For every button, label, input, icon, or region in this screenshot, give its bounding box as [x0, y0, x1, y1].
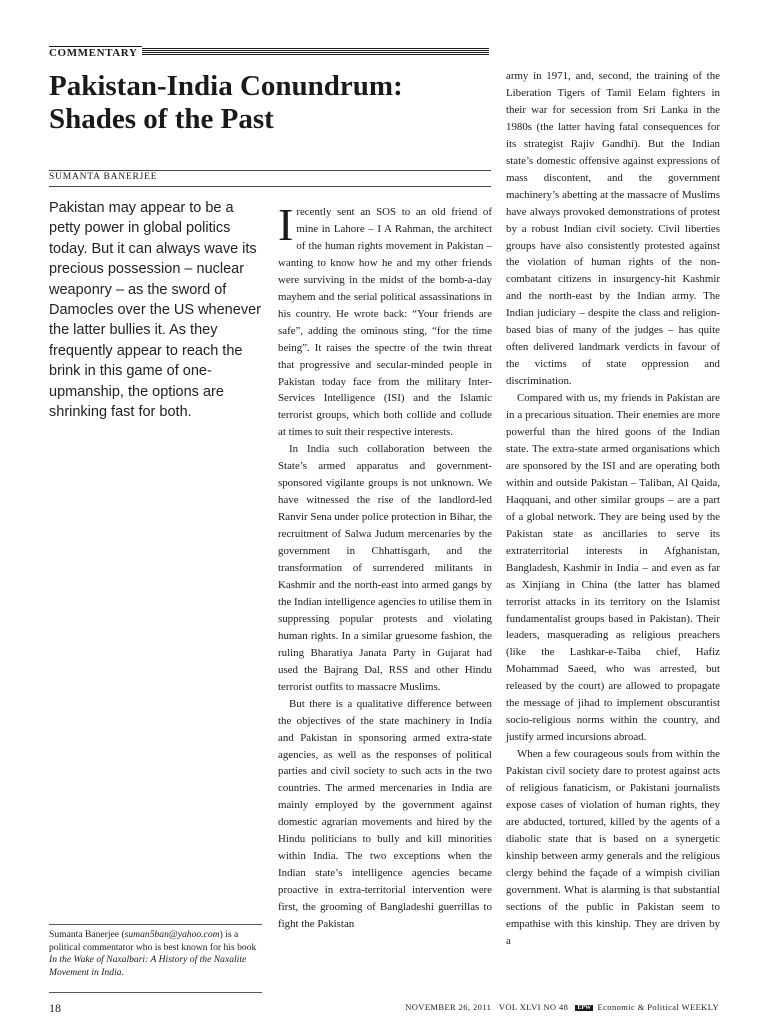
author-email: suman5ban@yahoo.com [124, 929, 220, 940]
bio-suffix: . [121, 966, 124, 978]
journal-info [405, 1002, 719, 1012]
section-label-text: COMMENTARY [49, 46, 142, 59]
pull-quote: Pakistan may appear to be a petty power in global politics today. But it can always wave its precious possession – nuclear weaponry – as the sword of Damocles over the US whenever the latter bullies it. As they frequently appear to reach the brink in this game of one-upmanship, the options are shrinking fast for both. [49, 200, 261, 421]
paragraph: When a few courageous souls from within the Pakistan civil society dare to protest against acts of religious fanaticism, or Pakistani journalists expose cases of violation of human rights, they are abducted, tortured, killed by the agents of a diabolic state that is based on a synergetic kinship between army generals and the religious clergy behind the façade of a wimpish civilian government. What is alarming is that substantial sections of the public in Pakistan seem to empathise with this kinship. They are driven by a [506, 748, 720, 947]
body-column-2 [278, 199, 492, 933]
bio-bottom-rule [49, 992, 262, 993]
issue-volume: VOL XLVI NO 48 [498, 1002, 569, 1012]
page-footer [49, 1001, 719, 1015]
paragraph: army in 1971, and, second, the training of the Liberation Tigers of Tamil Eelam fighters in their war for secession from Sri Lanka in the 1980s (the latter having fatal consequences for its strategist Rajiv Gandhi). But the Indian state’s domestic offensive against expressions of mass discontent, and the government machinery’s abetting at the massacre of Muslims have always provoked demonstrations of protest by a robust Indian civil society. Civil liberties groups have also consistently protested against the violation of human rights of the non-combatant citizens in insurgency-hit Kashmir and the north-east by the Indian army. The Indian judiciary – despite the class and religion-based bias of many of the judges – has quite often delivered landmark verdicts in favour of the victims of state oppression and discrimination. [506, 70, 720, 388]
article-title [49, 70, 489, 136]
epw-logo: EPW [577, 1005, 592, 1012]
drop-cap: I [278, 199, 294, 250]
bio-prefix: Sumanta Banerjee ( [49, 929, 125, 940]
bio-middle: ) is a political commentator who is best known for his book [49, 929, 257, 953]
paragraph-text: recently sent an SOS to an old friend of mine in Lahore – I A Rahman, the architect of the human rights movement in Pakistan – wanting to know how he and my other friends were surviving in the midst of the bomb-a-day mayhem and the serial political assassinations in his country. He wrote back: “Your friends are safe”, adding the ominous sting, “for the time being”. It raises the spectre of the twin threat that progressive and secular-minded people in Pakistan today face from the military Inter-Services Intelligence (ISI) and the Islamic terrorist groups, which both collide and collude at times to suit their respective interests. [278, 206, 492, 439]
journal-name: Economic & Political WEEKLY [597, 1002, 719, 1012]
title-line-1: Pakistan-India Conundrum: [49, 70, 403, 102]
paragraph: Compared with us, my friends in Pakistan are in a precarious situation. Their enemies are more powerful than the hired goons of the Indian state. The extra-state armed organisations which are sponsored by the ISI and are operating both within and outside Pakistan – Taliban, Al Qaida, Haqquani, and other similar groups – are a part of a global network. They are being used by the Pakistan state as ancillaries to serve its extraterritorial interests in Afghanistan, Bangladesh, Kashmir in India – and even as far as Xinjiang in China (the latter has blamed terrorist attacks in its territory on the Islamist fundamentalist groups based in Pakistan). Their leaders, masquerading as religious preachers (like the Lashkar-e-Taiba chief, Hafiz Mohammad Saeed, who was arrested, but released by the court) are allowed to propagate the message of jihad to implement obscurantist socio-religious norms within the country, and justify armed incursions abroad. [506, 392, 720, 744]
title-line-2: Shades of the Past [49, 103, 274, 135]
paragraph [278, 199, 492, 441]
byline-bottom-rule [49, 186, 491, 187]
paragraph: In India such collaboration between the State’s armed apparatus and government-sponsored vigilante groups is not unknown. We have witnessed the rise of the landlord-led Ranvir Sena under police protection in Bihar, the recruitment of Salwa Judum mercenaries by the government in Chhattisgarh, and the transformation of surrendered militants in Kashmir and the north-east into armed gangs by the Indian intelligence agencies to utilise them in suppressing popular protests and violating human rights. In a similar gruesome fashion, the ruling Bharatiya Janata Party in Gujarat had used the Bajrang Dal, RSS and other Hindu terrorist outfits to massacre Muslims. [278, 443, 492, 693]
author-bio [49, 929, 265, 979]
bio-top-rule [49, 924, 262, 925]
section-label [49, 45, 489, 59]
book-title: In the Wake of Naxalbari: A History of the Naxalite Movement in India [49, 954, 247, 978]
body-column-3 [506, 68, 720, 950]
author-byline: SUMANTA BANERJEE [49, 172, 158, 182]
section-rule [142, 48, 489, 56]
issue-date: NOVEMBER 26, 2011 [405, 1002, 492, 1012]
byline-top-rule [49, 170, 491, 171]
paragraph: But there is a qualitative difference between the objectives of the state machinery in India and Pakistan in sponsoring armed extra-state agencies, as well as the responses of political parties and civil society to such acts in the two countries. The armed mercenaries in India are mainly employed by the government against domestic agrarian movements and hired by the Hindu politicians to bully and kill minorities within India. The two exceptions when the Indian state’s intelligence agencies became proactive in extra-territorial intervention were first, the grooming of Bangladeshi guerrillas to fight the Pakistan [278, 697, 492, 931]
page-number: 18 [49, 1001, 61, 1015]
